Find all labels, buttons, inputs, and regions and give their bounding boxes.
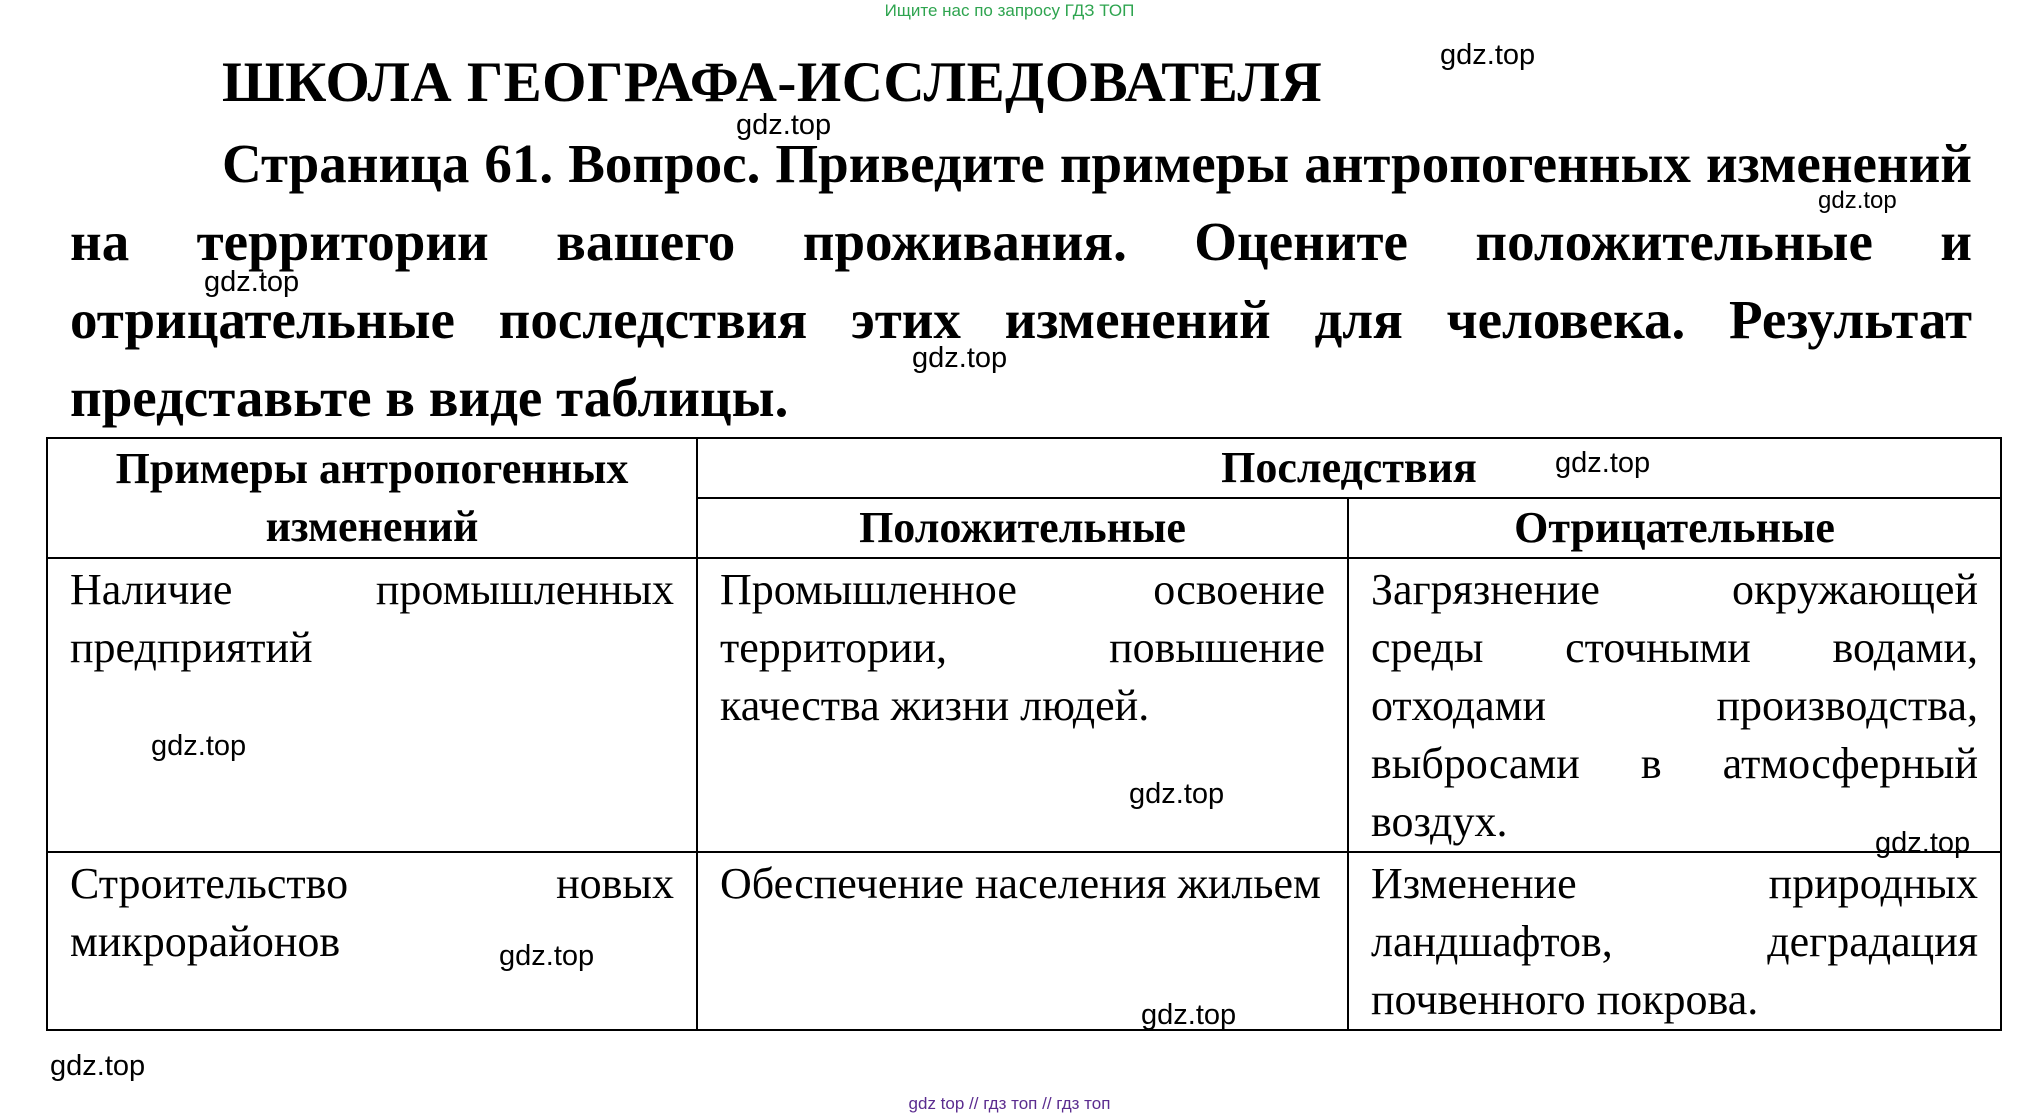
watermark: gdz.top: [1141, 999, 1237, 1031]
footer-separator: //: [969, 1094, 979, 1113]
footer-link[interactable]: гдз топ: [983, 1094, 1038, 1113]
watermark: gdz.top: [1555, 447, 1651, 479]
table-row: [47, 558, 2001, 852]
watermark: gdz.top: [151, 730, 247, 762]
page-title: ШКОЛА ГЕОГРАФА-ИССЛЕДОВАТЕЛЯ: [222, 51, 1323, 114]
footer-link[interactable]: гдз топ: [1056, 1094, 1111, 1113]
positive-cell: Обеспечение населения жильем: [697, 852, 1348, 1030]
watermark: gdz.top: [50, 1050, 146, 1082]
question-text: Страница 61. Вопрос. Приведите примеры антропогенных изменений на территории вашего проживания. Оцените положительные и отрицательные последствия этих изменений для человека. Результат представьте в виде таблицы.: [70, 133, 1972, 428]
footer-separator: //: [1042, 1094, 1052, 1113]
watermark: gdz.top: [1818, 187, 1897, 214]
example-cell: Строительство новых микрорайонов: [47, 852, 697, 1030]
answer-table: [46, 437, 2002, 1031]
footer-link[interactable]: gdz top: [908, 1094, 965, 1113]
negative-cell: Загрязнение окружающей среды сточными водами, отходами производства, выбросами в атмосферный воздух.: [1348, 558, 2001, 852]
footer-links: [0, 1094, 2019, 1114]
watermark: gdz.top: [1129, 778, 1225, 810]
header-negative: Отрицательные: [1348, 498, 2001, 558]
header-examples: Примеры антропогенных изменений: [47, 438, 697, 558]
watermark: gdz.top: [912, 342, 1008, 374]
watermark: gdz.top: [1875, 827, 1971, 859]
header-positive: Положительные: [697, 498, 1348, 558]
negative-cell: Изменение природных ландшафтов, деградация почвенного покрова.: [1348, 852, 2001, 1030]
positive-cell: Промышленное освоение территории, повышение качества жизни людей.: [697, 558, 1348, 852]
example-cell: Наличие промышленных предприятий: [47, 558, 697, 852]
top-banner: Ищите нас по запросу ГДЗ ТОП: [884, 1, 1135, 20]
watermark: gdz.top: [204, 266, 300, 298]
table-row: [47, 852, 2001, 1030]
watermark: gdz.top: [1440, 39, 1536, 71]
watermark: gdz.top: [736, 109, 832, 141]
watermark: gdz.top: [499, 940, 595, 972]
header-consequences: Последствия: [697, 438, 2001, 498]
